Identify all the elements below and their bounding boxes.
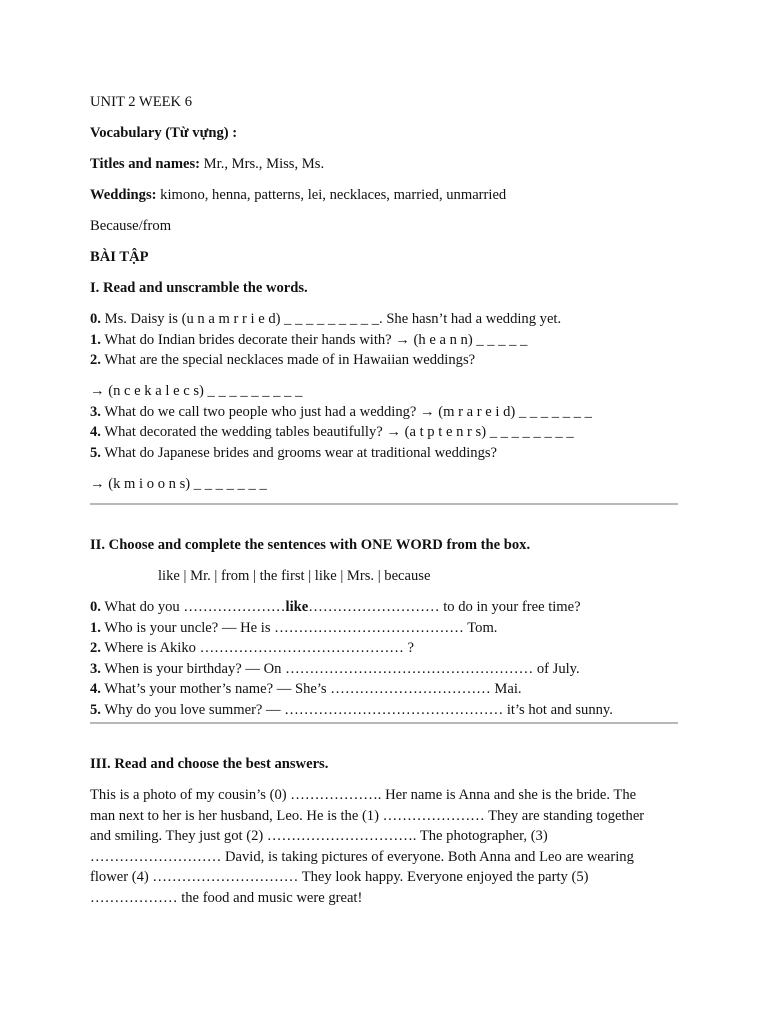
item-text: What decorated the wedding tables beautifully? → (a t p t e n r s) _ _ _ _ _ _ _ _ bbox=[100, 424, 574, 440]
section1-item-2 bbox=[90, 350, 680, 371]
section1-item-4 bbox=[90, 422, 680, 443]
passage-line: and smiling. They just got (2) …………………………. The photographer, (3) bbox=[90, 828, 548, 844]
unit-title: UNIT 2 WEEK 6 bbox=[90, 94, 193, 110]
titles-value: Mr., Mrs., Miss, Ms. bbox=[200, 156, 325, 172]
section2-item-2 bbox=[90, 638, 680, 659]
item-number: 5. bbox=[90, 444, 101, 461]
vocabulary-heading: Vocabulary (Từ vựng) : bbox=[90, 125, 238, 141]
section2-title: II. Choose and complete the sentences with ONE WORD from the box. bbox=[90, 537, 531, 553]
item-text-before: What do you ………………… bbox=[100, 599, 286, 615]
passage-line: man next to her is her husband, Leo. He is the (1) ………………… They are standing together bbox=[90, 807, 645, 824]
item-number: 1. bbox=[90, 619, 101, 636]
section2-item-5 bbox=[90, 700, 680, 721]
divider bbox=[90, 503, 678, 505]
reading-passage bbox=[90, 785, 680, 908]
section1-item-5-answer bbox=[90, 474, 680, 495]
titles-label: Titles and names: bbox=[90, 156, 201, 172]
item-text: Where is Akiko …………………………………… ? bbox=[100, 640, 415, 656]
divider bbox=[90, 722, 678, 724]
item-number: 2. bbox=[90, 640, 101, 656]
section2-item-3 bbox=[90, 659, 680, 680]
titles-line bbox=[90, 154, 680, 175]
weddings-line bbox=[90, 185, 680, 206]
section1-title: I. Read and unscramble the words. bbox=[90, 280, 308, 296]
word-box: like | Mr. | from | the first | like | Mrs. | because bbox=[158, 568, 431, 584]
item-number: 0. bbox=[90, 311, 101, 327]
item-text: → (k m i o o n s) _ _ _ _ _ _ _ bbox=[90, 475, 267, 492]
item-number: 1. bbox=[90, 331, 101, 348]
item-text: What are the special necklaces made of in Hawaiian weddings? bbox=[100, 352, 476, 368]
item-number: 4. bbox=[90, 424, 101, 440]
item-number: 2. bbox=[90, 352, 101, 368]
item-text: What do we call two people who just had a wedding? → (m r a r e i d) _ _ _ _ _ _ _ bbox=[100, 403, 592, 420]
passage-line: flower (4) ………………………… They look happy. Everyone enjoyed the party (5) bbox=[90, 869, 589, 885]
item-text: What do Japanese brides and grooms wear at traditional weddings? bbox=[100, 444, 498, 461]
weddings-label: Weddings: bbox=[90, 187, 157, 203]
section2-item-1 bbox=[90, 618, 680, 639]
exercises-heading: BÀI TẬP bbox=[90, 249, 149, 265]
item-number: 3. bbox=[90, 403, 101, 420]
item-text: What do Indian brides decorate their hands with? → (h e a n n) _ _ _ _ _ bbox=[100, 331, 528, 348]
section3-title: III. Read and choose the best answers. bbox=[90, 756, 329, 772]
weddings-value: kimono, henna, patterns, lei, necklaces, married, unmarried bbox=[156, 187, 507, 203]
section1-item-5 bbox=[90, 443, 680, 464]
item-number: 5. bbox=[90, 701, 101, 718]
item-number: 0. bbox=[90, 599, 101, 615]
item-text-after: ……………………… to do in your free time? bbox=[308, 599, 581, 615]
passage-line: This is a photo of my cousin’s (0) ………………. Her name is Anna and she is the bride. The bbox=[90, 787, 637, 803]
item-text: What’s your mother’s name? — She’s …………………………… Mai. bbox=[100, 681, 522, 697]
item-number: 4. bbox=[90, 681, 101, 697]
section1-item-0 bbox=[90, 309, 680, 330]
item-text: When is your birthday? — On …………………………………………… of July. bbox=[100, 660, 580, 677]
item-text: Why do you love summer? — ……………………………………… it’s hot and sunny. bbox=[100, 701, 613, 718]
item-text: → (n c e k a l e c s) _ _ _ _ _ _ _ _ _ bbox=[90, 383, 303, 399]
passage-line: ……………… the food and music were great! bbox=[90, 889, 363, 906]
section2-item-4 bbox=[90, 679, 680, 700]
worksheet bbox=[90, 92, 680, 908]
item-text: Who is your uncle? — He is ………………………………… Tom. bbox=[100, 619, 498, 636]
section1-item-2-answer bbox=[90, 381, 680, 402]
passage-line: ……………………… David, is taking pictures of everyone. Both Anna and Leo are wearing bbox=[90, 848, 634, 865]
section2-item-0 bbox=[90, 597, 680, 618]
example-answer: like bbox=[285, 599, 309, 615]
item-text: Ms. Daisy is (u n a m r r i e d) _ _ _ _ _ _ _ _ _. She hasn’t had a wedding yet. bbox=[100, 311, 562, 327]
section1-item-3 bbox=[90, 402, 680, 423]
item-number: 3. bbox=[90, 660, 101, 677]
because-from-line: Because/from bbox=[90, 218, 172, 234]
section1-item-1 bbox=[90, 330, 680, 351]
